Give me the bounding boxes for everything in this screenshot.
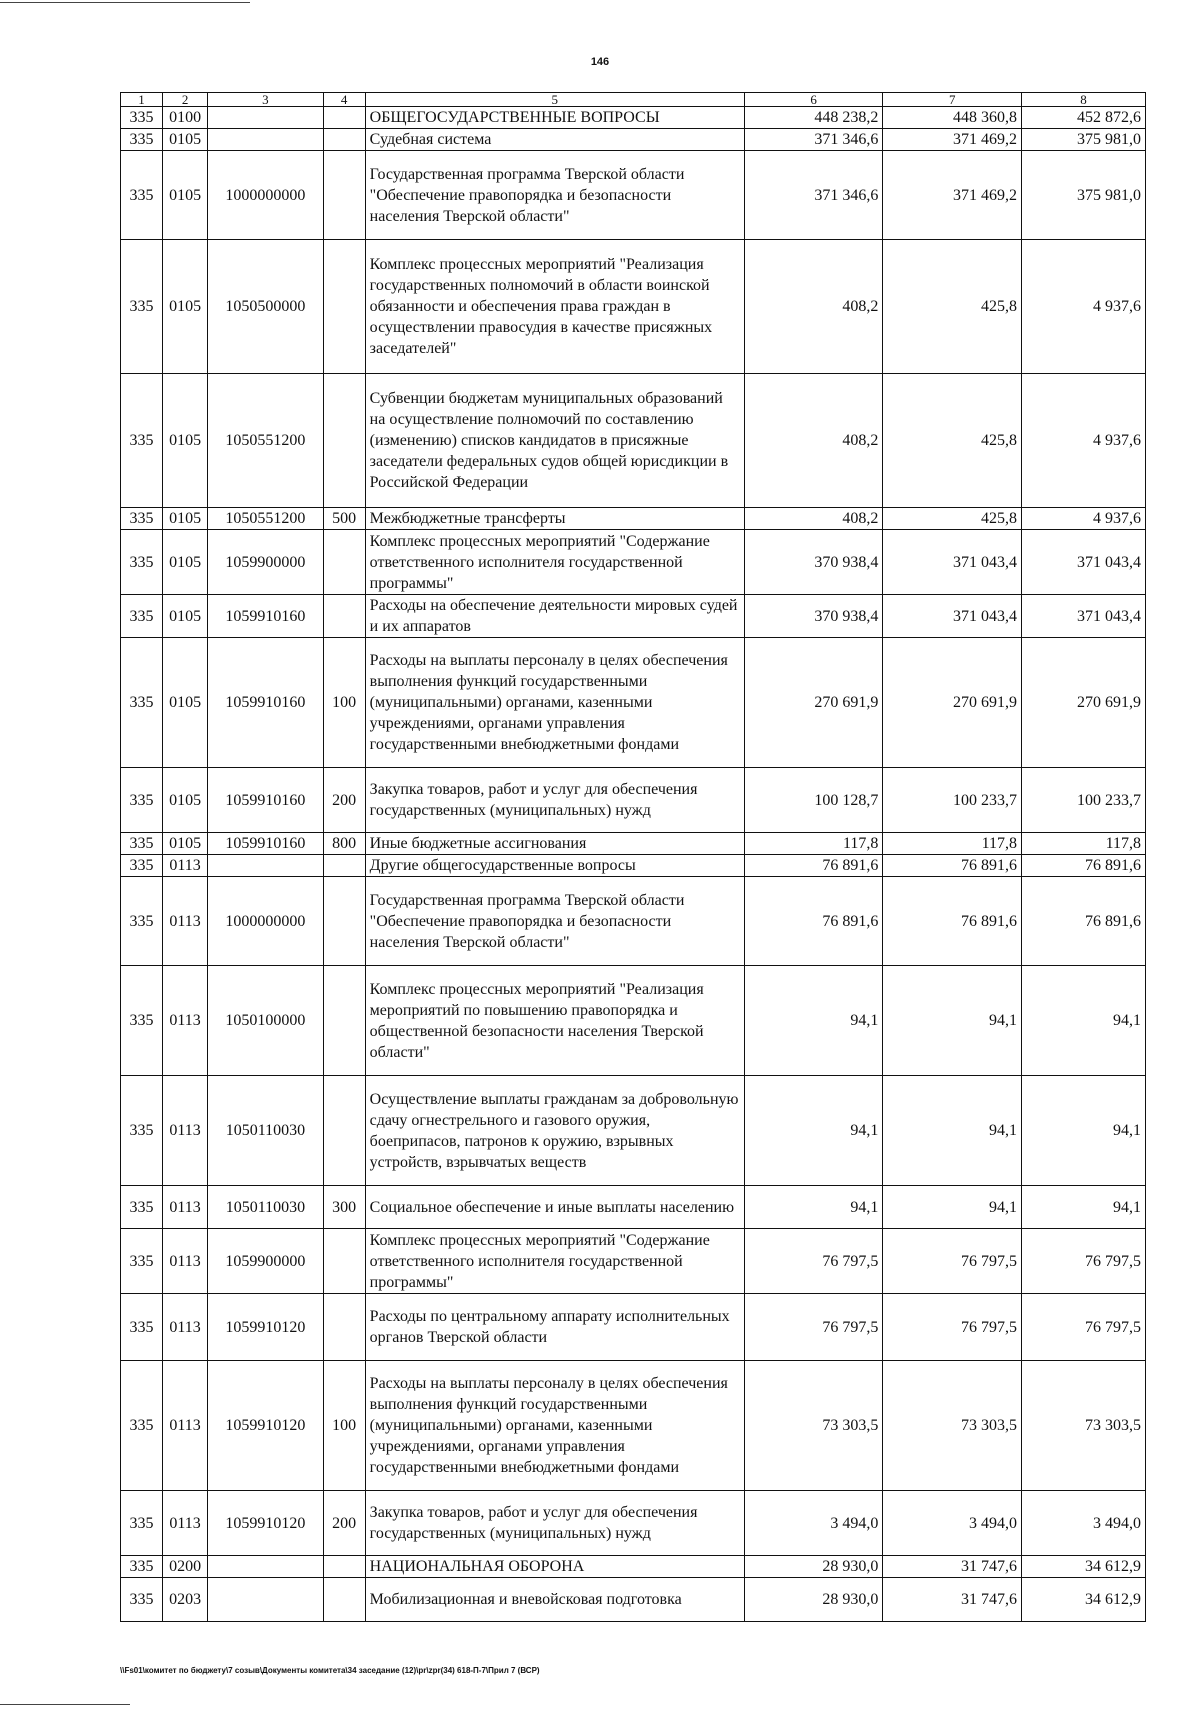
cell-item-name: Комплекс процессных мероприятий "Реализация государственных полномочий в области воинской обязанности и обеспечения права граждан в осуществлении правосудия в качестве присяжных заседателей": [365, 240, 744, 374]
cell-item-name: Другие общегосударственные вопросы: [365, 855, 744, 877]
cell-expense-type: [323, 240, 365, 374]
cell-admin-code: 335: [121, 1556, 163, 1578]
cell-admin-code: 335: [121, 240, 163, 374]
cell-expense-type: [323, 107, 365, 129]
cell-value-col8: 73 303,5: [1022, 1361, 1146, 1491]
cell-section-code: 0203: [163, 1578, 208, 1622]
cell-value-col6: 371 346,6: [744, 151, 883, 240]
cell-value-col8: 100 233,7: [1022, 768, 1146, 833]
table-row: [121, 1578, 1146, 1622]
cell-target-code: 1059910160: [208, 595, 324, 638]
cell-value-col7: 94,1: [883, 1076, 1022, 1186]
cell-target-code: 1050500000: [208, 240, 324, 374]
cell-expense-type: [323, 1229, 365, 1294]
table-row: [121, 107, 1146, 129]
cell-admin-code: 335: [121, 374, 163, 508]
cell-value-col8: 94,1: [1022, 1076, 1146, 1186]
cell-value-col8: 34 612,9: [1022, 1556, 1146, 1578]
cell-admin-code: 335: [121, 1294, 163, 1361]
cell-section-code: 0113: [163, 1076, 208, 1186]
cell-item-name: Расходы на обеспечение деятельности мировых судей и их аппаратов: [365, 595, 744, 638]
cell-item-name: Судебная система: [365, 129, 744, 151]
cell-value-col6: 408,2: [744, 508, 883, 530]
cell-value-col6: 28 930,0: [744, 1578, 883, 1622]
cell-target-code: 1059910120: [208, 1491, 324, 1556]
cell-value-col6: 76 797,5: [744, 1294, 883, 1361]
table-row: [121, 966, 1146, 1076]
cell-value-col7: 371 043,4: [883, 530, 1022, 595]
col-header-6: 6: [744, 93, 883, 107]
cell-value-col7: 76 797,5: [883, 1294, 1022, 1361]
cell-item-name: Закупка товаров, работ и услуг для обеспечения государственных (муниципальных) нужд: [365, 1491, 744, 1556]
cell-expense-type: 800: [323, 833, 365, 855]
cell-expense-type: 200: [323, 1491, 365, 1556]
table-row: [121, 768, 1146, 833]
cell-section-code: 0113: [163, 877, 208, 966]
cell-target-code: [208, 107, 324, 129]
cell-value-col7: 3 494,0: [883, 1491, 1022, 1556]
table-row: [121, 855, 1146, 877]
cell-section-code: 0105: [163, 129, 208, 151]
table-row: [121, 1556, 1146, 1578]
cell-value-col7: 425,8: [883, 374, 1022, 508]
cell-item-name: Государственная программа Тверской области "Обеспечение правопорядка и безопасности населения Тверской области": [365, 877, 744, 966]
cell-value-col7: 100 233,7: [883, 768, 1022, 833]
cell-value-col6: 94,1: [744, 1076, 883, 1186]
scan-bottom-edge: [0, 1704, 130, 1705]
cell-section-code: 0113: [163, 1186, 208, 1229]
cell-admin-code: 335: [121, 855, 163, 877]
cell-expense-type: [323, 877, 365, 966]
cell-expense-type: [323, 129, 365, 151]
cell-item-name: Субвенции бюджетам муниципальных образований на осуществление полномочий по составлению (изменению) списков кандидатов в присяжные заседатели федеральных судов общей юрисдикции в Российской Федерации: [365, 374, 744, 508]
cell-item-name: Межбюджетные трансферты: [365, 508, 744, 530]
cell-admin-code: 335: [121, 768, 163, 833]
cell-target-code: 1000000000: [208, 151, 324, 240]
cell-section-code: 0200: [163, 1556, 208, 1578]
cell-target-code: [208, 129, 324, 151]
cell-value-col6: 448 238,2: [744, 107, 883, 129]
cell-section-code: 0105: [163, 595, 208, 638]
cell-item-name: Комплекс процессных мероприятий "Содержание ответственного исполнителя государственной программы": [365, 530, 744, 595]
cell-value-col8: 76 891,6: [1022, 855, 1146, 877]
cell-target-code: 1059900000: [208, 530, 324, 595]
cell-admin-code: 335: [121, 1076, 163, 1186]
cell-value-col7: 371 469,2: [883, 151, 1022, 240]
table-row: [121, 1229, 1146, 1294]
cell-value-col7: 371 469,2: [883, 129, 1022, 151]
cell-value-col8: 117,8: [1022, 833, 1146, 855]
cell-admin-code: 335: [121, 833, 163, 855]
cell-section-code: 0113: [163, 1491, 208, 1556]
cell-admin-code: 335: [121, 1578, 163, 1622]
cell-admin-code: 335: [121, 508, 163, 530]
footer-file-path: \\Fs01\комитет по бюджету\7 созыв\Документы комитета\34 заседание (12)\pr\zpr(34) 618-П-7\Прил 7 (ВСР): [120, 1666, 540, 1675]
cell-admin-code: 335: [121, 530, 163, 595]
cell-section-code: 0105: [163, 151, 208, 240]
cell-section-code: 0105: [163, 768, 208, 833]
cell-item-name: Закупка товаров, работ и услуг для обеспечения государственных (муниципальных) нужд: [365, 768, 744, 833]
cell-value-col6: 100 128,7: [744, 768, 883, 833]
cell-value-col7: 94,1: [883, 966, 1022, 1076]
cell-value-col8: 94,1: [1022, 966, 1146, 1076]
table-row: [121, 877, 1146, 966]
cell-section-code: 0105: [163, 240, 208, 374]
cell-value-col7: 94,1: [883, 1186, 1022, 1229]
cell-value-col6: 76 797,5: [744, 1229, 883, 1294]
table-row: [121, 129, 1146, 151]
cell-value-col7: 270 691,9: [883, 638, 1022, 768]
cell-value-col7: 73 303,5: [883, 1361, 1022, 1491]
column-number-row: [121, 93, 1146, 107]
cell-section-code: 0113: [163, 1229, 208, 1294]
cell-value-col8: 94,1: [1022, 1186, 1146, 1229]
cell-target-code: 1059910160: [208, 833, 324, 855]
cell-item-name: Иные бюджетные ассигнования: [365, 833, 744, 855]
cell-expense-type: [323, 374, 365, 508]
cell-expense-type: 100: [323, 1361, 365, 1491]
cell-value-col6: 408,2: [744, 374, 883, 508]
cell-value-col8: 76 891,6: [1022, 877, 1146, 966]
cell-item-name: Комплекс процессных мероприятий "Содержание ответственного исполнителя государственной программы": [365, 1229, 744, 1294]
col-header-7: 7: [883, 93, 1022, 107]
table-row: [121, 508, 1146, 530]
cell-section-code: 0105: [163, 374, 208, 508]
cell-admin-code: 335: [121, 638, 163, 768]
cell-target-code: [208, 855, 324, 877]
cell-admin-code: 335: [121, 1491, 163, 1556]
cell-value-col8: 76 797,5: [1022, 1229, 1146, 1294]
cell-admin-code: 335: [121, 966, 163, 1076]
cell-value-col7: 448 360,8: [883, 107, 1022, 129]
table-row: [121, 1361, 1146, 1491]
cell-value-col8: 34 612,9: [1022, 1578, 1146, 1622]
cell-value-col6: 371 346,6: [744, 129, 883, 151]
budget-table: [120, 92, 1146, 1622]
cell-target-code: [208, 1556, 324, 1578]
col-header-1: 1: [121, 93, 163, 107]
cell-expense-type: [323, 966, 365, 1076]
cell-section-code: 0113: [163, 1361, 208, 1491]
col-header-8: 8: [1022, 93, 1146, 107]
cell-target-code: 1050100000: [208, 966, 324, 1076]
scan-top-edge: [0, 2, 250, 3]
cell-admin-code: 335: [121, 1229, 163, 1294]
cell-value-col7: 31 747,6: [883, 1578, 1022, 1622]
cell-item-name: Социальное обеспечение и иные выплаты населению: [365, 1186, 744, 1229]
cell-target-code: 1059910160: [208, 768, 324, 833]
cell-value-col8: 270 691,9: [1022, 638, 1146, 768]
col-header-3: 3: [208, 93, 324, 107]
cell-expense-type: [323, 855, 365, 877]
cell-value-col6: 76 891,6: [744, 855, 883, 877]
cell-item-name: Расходы по центральному аппарату исполнительных органов Тверской области: [365, 1294, 744, 1361]
cell-target-code: 1050551200: [208, 374, 324, 508]
cell-section-code: 0105: [163, 833, 208, 855]
cell-value-col6: 270 691,9: [744, 638, 883, 768]
col-header-4: 4: [323, 93, 365, 107]
cell-item-name: Расходы на выплаты персоналу в целях обеспечения выполнения функций государственными (муниципальными) органами, казенными учреждениями, органами управления государственными внебюджетными фондами: [365, 638, 744, 768]
cell-value-col8: 371 043,4: [1022, 595, 1146, 638]
cell-value-col6: 117,8: [744, 833, 883, 855]
cell-item-name: ОБЩЕГОСУДАРСТВЕННЫЕ ВОПРОСЫ: [365, 107, 744, 129]
cell-value-col8: 4 937,6: [1022, 508, 1146, 530]
table-row: [121, 374, 1146, 508]
col-header-5: 5: [365, 93, 744, 107]
cell-value-col8: 76 797,5: [1022, 1294, 1146, 1361]
cell-expense-type: [323, 1294, 365, 1361]
page-number: 146: [590, 56, 610, 68]
cell-item-name: Государственная программа Тверской области "Обеспечение правопорядка и безопасности населения Тверской области": [365, 151, 744, 240]
cell-section-code: 0105: [163, 508, 208, 530]
table-row: [121, 595, 1146, 638]
cell-admin-code: 335: [121, 1186, 163, 1229]
cell-item-name: Мобилизационная и вневойсковая подготовка: [365, 1578, 744, 1622]
cell-value-col7: 117,8: [883, 833, 1022, 855]
table-body: [121, 107, 1146, 1622]
cell-target-code: 1050110030: [208, 1076, 324, 1186]
cell-admin-code: 335: [121, 129, 163, 151]
table-row: [121, 833, 1146, 855]
cell-value-col8: 452 872,6: [1022, 107, 1146, 129]
cell-value-col7: 76 891,6: [883, 855, 1022, 877]
cell-value-col8: 4 937,6: [1022, 240, 1146, 374]
cell-value-col7: 425,8: [883, 508, 1022, 530]
cell-admin-code: 335: [121, 595, 163, 638]
cell-value-col8: 375 981,0: [1022, 129, 1146, 151]
cell-value-col7: 425,8: [883, 240, 1022, 374]
col-header-2: 2: [163, 93, 208, 107]
cell-value-col6: 408,2: [744, 240, 883, 374]
cell-item-name: Осуществление выплаты гражданам за добровольную сдачу огнестрельного и газового оружия, боеприпасов, патронов к оружию, взрывных устройств, взрывчатых веществ: [365, 1076, 744, 1186]
cell-section-code: 0113: [163, 855, 208, 877]
cell-target-code: 1059910160: [208, 638, 324, 768]
table-row: [121, 240, 1146, 374]
cell-target-code: [208, 1578, 324, 1622]
cell-expense-type: [323, 1578, 365, 1622]
cell-value-col6: 73 303,5: [744, 1361, 883, 1491]
cell-value-col8: 3 494,0: [1022, 1491, 1146, 1556]
cell-value-col7: 31 747,6: [883, 1556, 1022, 1578]
cell-expense-type: [323, 1076, 365, 1186]
cell-value-col6: 94,1: [744, 1186, 883, 1229]
cell-expense-type: 300: [323, 1186, 365, 1229]
cell-expense-type: [323, 595, 365, 638]
cell-section-code: 0113: [163, 966, 208, 1076]
cell-admin-code: 335: [121, 877, 163, 966]
cell-value-col7: 76 797,5: [883, 1229, 1022, 1294]
cell-target-code: 1050110030: [208, 1186, 324, 1229]
table-row: [121, 1491, 1146, 1556]
cell-value-col8: 371 043,4: [1022, 530, 1146, 595]
cell-section-code: 0105: [163, 638, 208, 768]
cell-value-col8: 375 981,0: [1022, 151, 1146, 240]
cell-expense-type: 200: [323, 768, 365, 833]
table-row: [121, 1076, 1146, 1186]
cell-value-col6: 370 938,4: [744, 530, 883, 595]
table-row: [121, 151, 1146, 240]
table-row: [121, 1186, 1146, 1229]
cell-expense-type: [323, 530, 365, 595]
cell-expense-type: [323, 1556, 365, 1578]
cell-section-code: 0105: [163, 530, 208, 595]
cell-value-col7: 371 043,4: [883, 595, 1022, 638]
cell-expense-type: [323, 151, 365, 240]
cell-admin-code: 335: [121, 151, 163, 240]
cell-item-name: Комплекс процессных мероприятий "Реализация мероприятий по повышению правопорядка и общественной безопасности населения Тверской области": [365, 966, 744, 1076]
cell-value-col7: 76 891,6: [883, 877, 1022, 966]
table-row: [121, 530, 1146, 595]
table-row: [121, 638, 1146, 768]
cell-admin-code: 335: [121, 107, 163, 129]
cell-item-name: Расходы на выплаты персоналу в целях обеспечения выполнения функций государственными (муниципальными) органами, казенными учреждениями, органами управления государственными внебюджетными фондами: [365, 1361, 744, 1491]
cell-admin-code: 335: [121, 1361, 163, 1491]
cell-expense-type: 100: [323, 638, 365, 768]
cell-value-col8: 4 937,6: [1022, 374, 1146, 508]
cell-section-code: 0100: [163, 107, 208, 129]
cell-value-col6: 28 930,0: [744, 1556, 883, 1578]
table-row: [121, 1294, 1146, 1361]
cell-target-code: 1050551200: [208, 508, 324, 530]
cell-expense-type: 500: [323, 508, 365, 530]
cell-value-col6: 370 938,4: [744, 595, 883, 638]
cell-value-col6: 3 494,0: [744, 1491, 883, 1556]
cell-target-code: 1059910120: [208, 1361, 324, 1491]
cell-target-code: 1059900000: [208, 1229, 324, 1294]
cell-section-code: 0113: [163, 1294, 208, 1361]
cell-value-col6: 94,1: [744, 966, 883, 1076]
cell-target-code: 1000000000: [208, 877, 324, 966]
cell-item-name: НАЦИОНАЛЬНАЯ ОБОРОНА: [365, 1556, 744, 1578]
cell-value-col6: 76 891,6: [744, 877, 883, 966]
cell-target-code: 1059910120: [208, 1294, 324, 1361]
